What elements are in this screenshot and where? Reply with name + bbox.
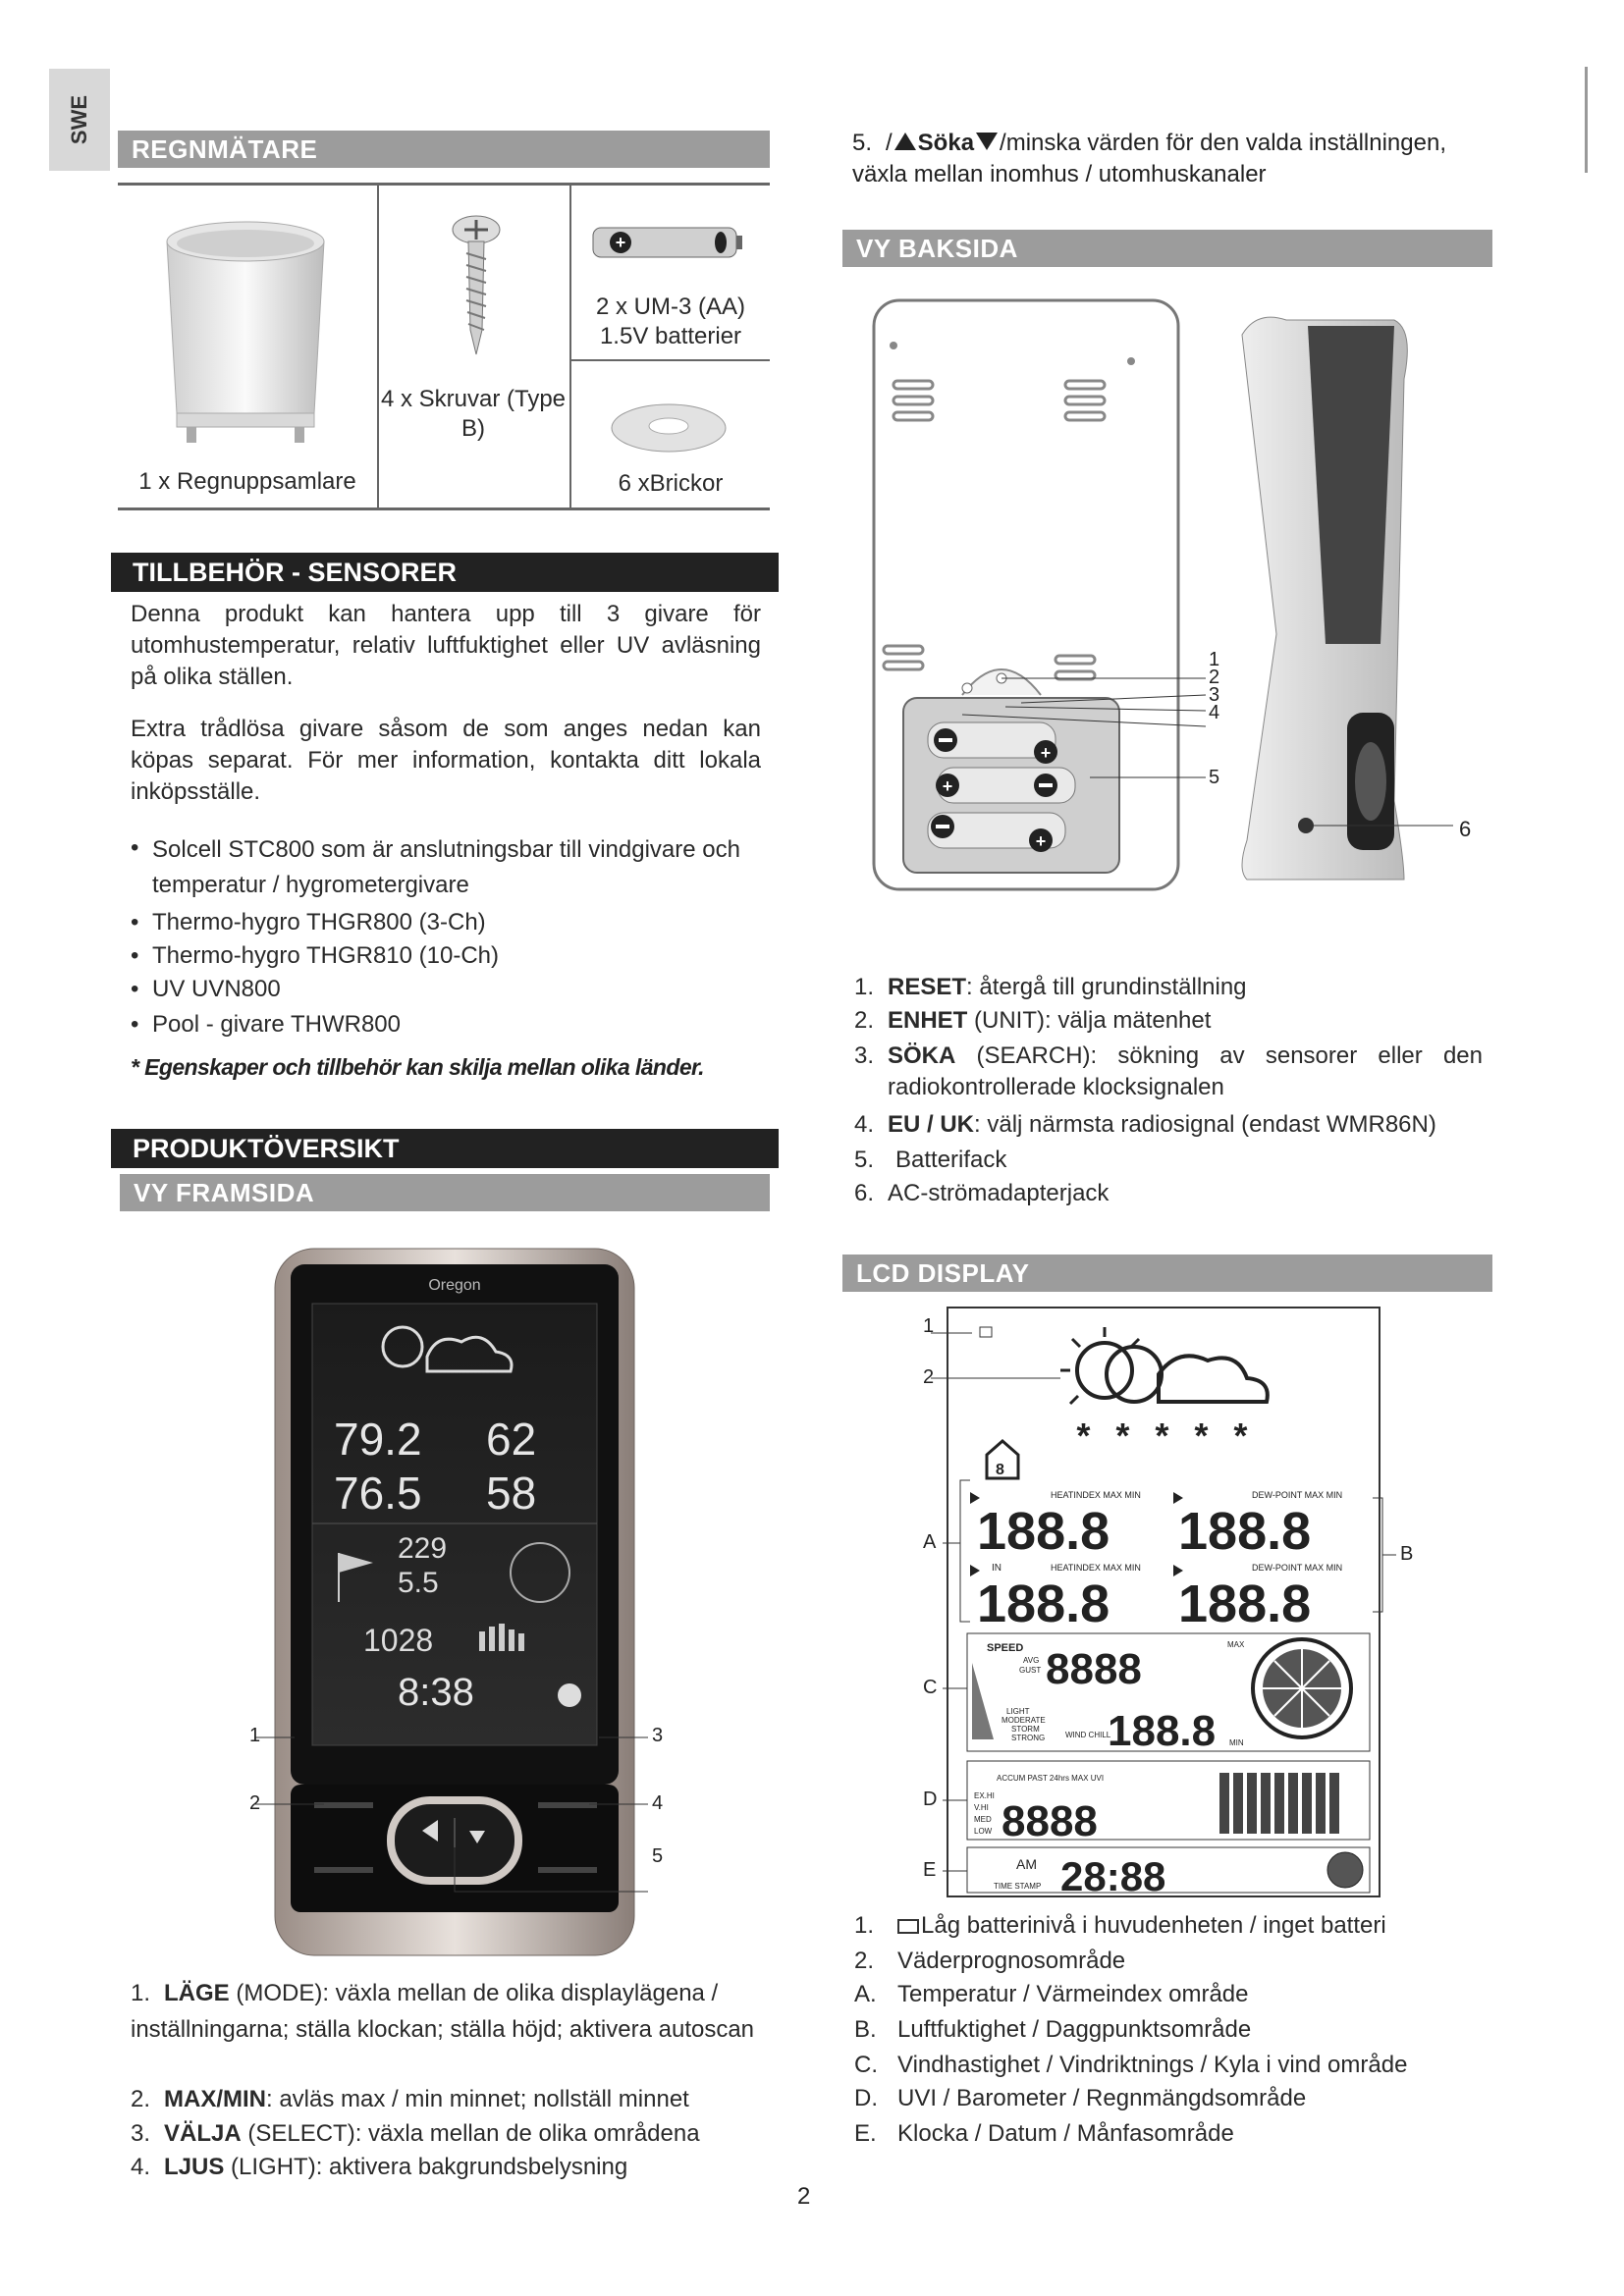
front-temp-1: 79.2 [334,1414,422,1465]
rain-collector-image [147,202,344,448]
svg-text:+: + [615,233,626,252]
list-item: 1. LÄGE (MODE): växla mellan de olika displaylägena / inställningarna; ställa klockan; ställa höjd; aktivera autoscan [131,1980,755,2043]
lcd-segment-temp-1: 188.8 [977,1502,1110,1561]
baro-segment: 8888 [1001,1797,1098,1845]
lcd-callout-2: 2 [923,1366,935,1388]
light-button [538,1867,597,1873]
wind-level-light: LIGHT [1006,1707,1030,1716]
wind-chill-label: WIND CHILL [1065,1731,1111,1739]
speed-label: SPEED [987,1642,1024,1654]
am-label: AM [1016,1856,1037,1872]
front-view-header: VY FRAMSIDA [120,1174,770,1211]
list-item: D. UVI / Barometer / Regnmängdsområde [854,2085,1307,2111]
front-callout-2: 2 [249,1792,261,1814]
lcd-callout-d: D [923,1789,938,1810]
accessories-intro: Denna produkt kan hantera upp till 3 givare för utomhustemperatur, relativ luftfuktighet eller UV avläsning på olika ställen. [131,601,761,690]
page-edge-line [1585,67,1588,173]
list-item: 6. AC-strömadapterjack [854,1180,1110,1206]
list-item: 4. LJUS (LIGHT): aktivera bakgrundsbelysning [131,2154,628,2180]
svg-text:+: + [1040,743,1052,763]
svg-text:+: + [1035,831,1047,851]
back-callout-1: 1 [1209,649,1220,670]
back-callout-4: 4 [1209,702,1220,723]
max-min-button [314,1867,373,1873]
svg-text:*: * [1075,1415,1090,1456]
wind-level-strong: STRONG [1011,1734,1046,1742]
accessories-header: TILLBEHÖR - SENSORER [111,553,779,592]
front-callout-1: 1 [249,1725,261,1746]
lcd-segment-temp-2: 188.8 [977,1575,1110,1633]
time-segment: 28:88 [1060,1853,1166,1899]
lcd-callout-1: 1 [923,1315,935,1337]
screw-image [447,212,506,359]
svg-text:+: + [942,776,953,796]
list-item: 3. SÖKA (SEARCH): sökning av sensorer eller den radiokontrollerade klocksignalen [854,1042,1483,1100]
battery-image [589,224,746,263]
gust-label: GUST [1019,1666,1042,1675]
dew-point-label: DEW-POINT MAX MIN [1252,1490,1343,1500]
brand-logo: Oregon [428,1277,481,1294]
uv-level-low: LOW [974,1827,993,1836]
language-code: SWE [67,94,91,145]
back-callouts [1209,651,1219,721]
list-item: • UV UVN800 [131,976,281,1002]
front-item-5: 5. / Söka /minska värden för den valda inställningen, växla mellan inomhus / utomhuskanaler [852,130,1446,187]
list-item: 2. MAX/MIN: avläs max / min minnet; nollställ minnet [131,2086,689,2112]
heat-index-label: HEATINDEX MAX MIN [1051,1490,1141,1500]
avg-label: AVG [1023,1656,1040,1665]
time-stamp-label: TIME STAMP [994,1882,1042,1891]
wind-level-moderate: MODERATE [1001,1716,1046,1725]
back-view-header: VY BAKSIDA [842,230,1492,267]
lcd-callout-e: E [923,1859,937,1881]
wind-chill-segment: 188.8 [1108,1707,1217,1755]
list-item: • Thermo-hygro THGR810 (10-Ch) [131,942,500,969]
down-arrow-icon [976,133,998,150]
lcd-callout-c: C [923,1677,938,1698]
accum-label: ACCUM PAST 24hrs MAX UVI [997,1774,1105,1783]
lcd-callout-a: A [923,1531,937,1553]
list-item: 4. EU / UK: välj närmsta radiosignal (endast WMR86N) [854,1111,1436,1138]
min-label: MIN [1229,1738,1244,1747]
page-number: 2 [797,2183,811,2210]
availability-note: * Egenskaper och tillbehör kan skilja mellan olika länder. [131,1054,704,1080]
in-label: IN [992,1563,1001,1574]
screws-label: 4 x Skruvar (Type B) [380,386,567,442]
max-label: MAX [1227,1640,1245,1649]
accessories-purchase-info: Extra trådlösa givare såsom de som anges nedan kan köpas separat. För mer information, kontakta ditt lokala inköpsställe. [131,716,761,805]
back-callout-3: 3 [1209,684,1220,706]
front-clock: 8:38 [398,1671,474,1714]
list-item: • Pool - givare THWR800 [131,1011,401,1038]
lcd-segment-hum-2: 188.8 [1178,1575,1312,1633]
washers-label: 6 xBrickor [618,470,724,497]
uv-level-med: MED [974,1815,992,1824]
lcd-segment-hum-1: 188.8 [1178,1502,1312,1561]
front-temp-2: 76.5 [334,1468,422,1519]
back-view-illustration [844,291,1492,919]
back-callout-5: 5 [1209,767,1220,788]
list-item: C. Vindhastighet / Vindriktnings / Kyla i vind område [854,2052,1408,2078]
mode-button [314,1802,373,1808]
lcd-callout-b: B [1400,1543,1414,1565]
front-callout-4: 4 [652,1792,664,1814]
front-humidity-1: 62 [486,1414,537,1465]
back-callout-2: 2 [1209,667,1220,688]
wind-level-storm: STORM [1011,1725,1040,1734]
list-item: E. Klocka / Datum / Månfasområde [854,2120,1234,2147]
list-item: B. Luftfuktighet / Daggpunktsområde [854,2016,1252,2043]
batteries-label: 2 x UM-3 (AA) 1.5V batterier [595,294,745,349]
front-callout-3: 3 [652,1725,664,1746]
list-item: 1. RESET: återgå till grundinställning [854,974,1247,1000]
front-humidity-2: 58 [486,1468,537,1519]
svg-text:*: * [1232,1415,1247,1456]
svg-text:*: * [1154,1415,1168,1456]
uv-level-exhi: EX.HI [974,1791,995,1800]
rain-collector-label: 1 x Regnuppsamlare [138,468,356,495]
washer-image [605,399,732,457]
battery-icon [897,1919,919,1934]
front-wind-speed: 5.5 [398,1567,439,1599]
svg-text:8: 8 [996,1462,1004,1478]
lcd-display-diagram [913,1306,1424,1904]
front-callout-5: 5 [652,1845,664,1867]
back-callout-6: 6 [1459,817,1472,841]
svg-text:*: * [1114,1415,1129,1456]
dew-point-label-2: DEW-POINT MAX MIN [1252,1563,1343,1573]
heat-index-label-2: HEATINDEX MAX MIN [1051,1563,1141,1573]
rain-gauge-contents-table [118,183,770,510]
front-pressure: 1028 [363,1623,434,1658]
list-item: 2. ENHET (UNIT): välja mätenhet [854,1007,1212,1034]
front-wind-direction: 229 [398,1532,448,1565]
overview-header: PRODUKTÖVERSIKT [111,1129,779,1168]
list-item: 2. Väderprognosområde [854,1948,1126,1974]
rain-gauge-header: REGNMÄTARE [118,131,770,168]
list-item: • Solcell STC800 som är anslutningsbar till vindgivare och temperatur / hygrometergivare [131,834,740,898]
select-button [538,1802,597,1808]
wind-segment: 8888 [1046,1645,1142,1693]
list-item: • Thermo-hygro THGR800 (3-Ch) [131,909,486,935]
list-item: 3. VÄLJA (SELECT): växla mellan de olika områdena [131,2120,700,2147]
uv-level-vhi: V.HI [974,1803,989,1812]
list-item: A. Temperatur / Värmeindex område [854,1981,1249,2007]
front-view-illustration [226,1239,687,1965]
lcd-display-header: LCD DISPLAY [842,1255,1492,1292]
list-item: 1. Låg batterinivå i huvudenheten / inget batteri [854,1912,1386,1939]
up-arrow-icon [894,133,916,150]
list-item: 5. Batterifack [854,1147,1007,1173]
svg-text:*: * [1193,1415,1208,1456]
language-tab [49,69,110,171]
